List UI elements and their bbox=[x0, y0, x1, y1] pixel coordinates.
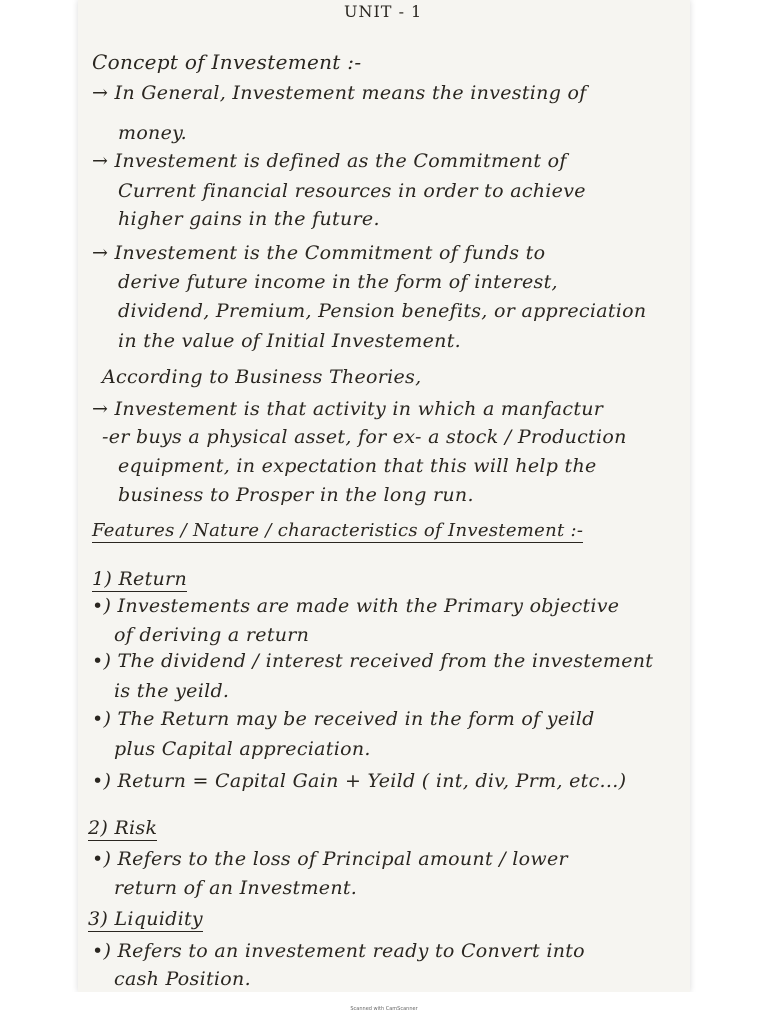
return-line: •) Investements are made with the Primary objective bbox=[92, 595, 620, 617]
liquidity-title: 3) Liquidity bbox=[88, 908, 203, 930]
return-line: plus Capital appreciation. bbox=[114, 738, 371, 760]
concept-line: → Investement is the Commitment of funds to bbox=[92, 242, 546, 264]
notebook-page bbox=[78, 0, 690, 992]
concept-line: equipment, in expectation that this will help the bbox=[118, 455, 597, 477]
concept-line: -er buys a physical asset, for ex- a stock / Production bbox=[102, 426, 627, 448]
liquidity-line: cash Position. bbox=[114, 968, 251, 990]
concept-line: higher gains in the future. bbox=[118, 208, 380, 230]
return-line: is the yeild. bbox=[114, 680, 230, 702]
scanner-watermark: Scanned with CamScanner bbox=[350, 1006, 418, 1012]
concept-heading: Concept of Investement :- bbox=[92, 50, 362, 74]
risk-title: 2) Risk bbox=[88, 817, 158, 839]
return-line: •) Return = Capital Gain + Yeild ( int, div, Prm, etc...) bbox=[92, 770, 627, 792]
concept-line: in the value of Initial Investement. bbox=[118, 330, 461, 352]
liquidity-line: •) Refers to an investement ready to Convert into bbox=[92, 940, 585, 962]
concept-line: → In General, Investement means the investing of bbox=[92, 82, 587, 104]
concept-line: → Investement is that activity in which a manfactur bbox=[92, 398, 604, 420]
unit-title: UNIT - 1 bbox=[344, 2, 423, 21]
concept-line: derive future income in the form of interest, bbox=[118, 271, 558, 293]
return-title: 1) Return bbox=[92, 568, 187, 590]
concept-line: money. bbox=[118, 122, 187, 144]
return-line: of deriving a return bbox=[114, 624, 310, 646]
risk-line: return of an Investment. bbox=[114, 877, 358, 899]
risk-line: •) Refers to the loss of Principal amount / lower bbox=[92, 848, 568, 870]
concept-line: dividend, Premium, Pension benefits, or appreciation bbox=[118, 300, 647, 322]
return-line: •) The dividend / interest received from the investement bbox=[92, 650, 654, 672]
features-heading: Features / Nature / characteristics of Investement :- bbox=[92, 520, 584, 541]
concept-line: According to Business Theories, bbox=[102, 366, 422, 388]
concept-line: → Investement is defined as the Commitment of bbox=[92, 150, 567, 172]
concept-line: business to Prosper in the long run. bbox=[118, 484, 474, 506]
concept-line: Current financial resources in order to achieve bbox=[118, 180, 586, 202]
return-line: •) The Return may be received in the form of yeild bbox=[92, 708, 595, 730]
